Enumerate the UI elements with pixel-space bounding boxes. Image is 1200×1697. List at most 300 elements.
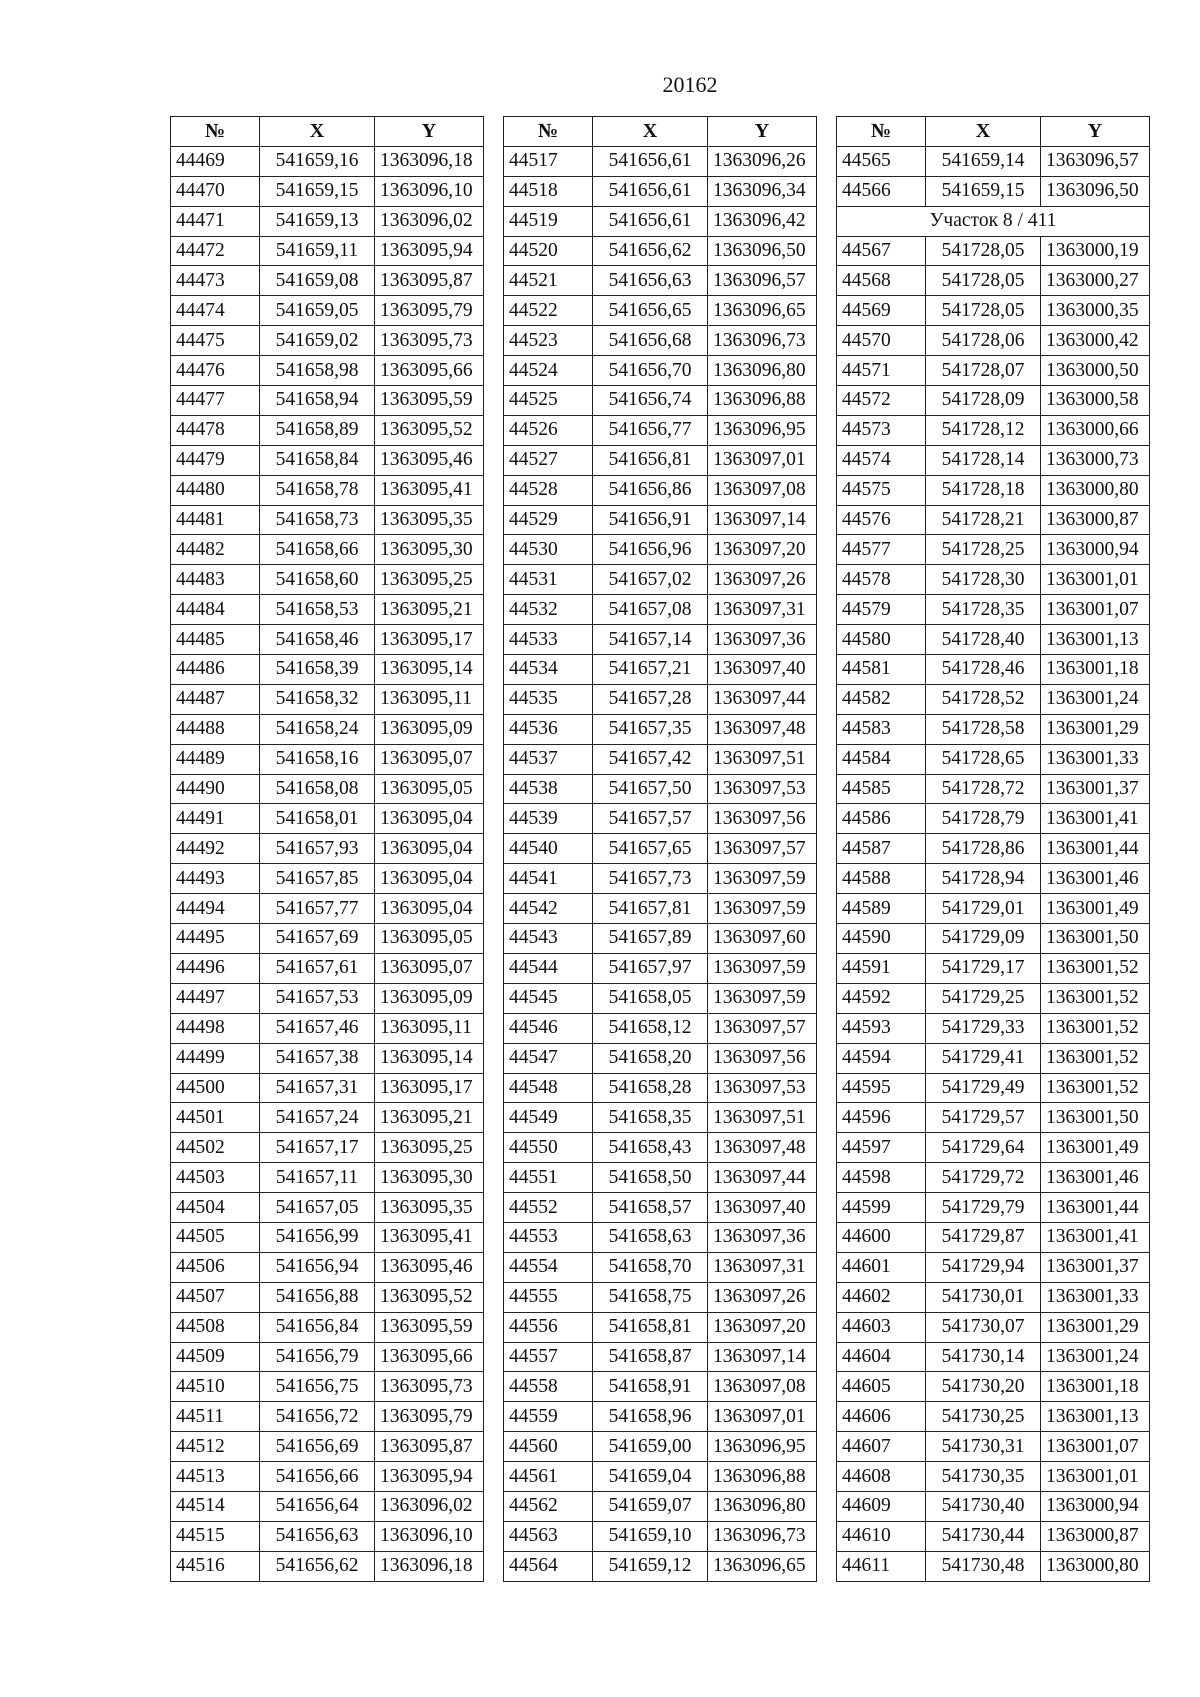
point-number-cell: 44527 <box>504 445 593 475</box>
y-coordinate-cell: 1363095,21 <box>375 595 484 625</box>
x-coordinate-cell: 541728,35 <box>926 595 1041 625</box>
table-row <box>504 445 817 475</box>
x-coordinate-cell: 541658,89 <box>260 415 375 445</box>
table-row <box>837 535 1150 565</box>
point-number-cell: 44558 <box>504 1372 593 1402</box>
y-coordinate-cell: 1363001,49 <box>1041 894 1150 924</box>
table-row <box>837 1163 1150 1193</box>
table-row <box>171 1193 484 1223</box>
table-row <box>171 356 484 386</box>
header-y: Y <box>1041 117 1150 147</box>
table-row <box>837 744 1150 774</box>
y-coordinate-cell: 1363001,01 <box>1041 1462 1150 1492</box>
point-number-cell: 44601 <box>837 1252 926 1282</box>
x-coordinate-cell: 541658,46 <box>260 625 375 655</box>
y-coordinate-cell: 1363096,02 <box>375 1491 484 1521</box>
x-coordinate-cell: 541656,63 <box>593 266 708 296</box>
table-row <box>837 1133 1150 1163</box>
header-y: Y <box>375 117 484 147</box>
point-number-cell: 44486 <box>171 655 260 685</box>
x-coordinate-cell: 541659,15 <box>260 176 375 206</box>
y-coordinate-cell: 1363095,35 <box>375 1193 484 1223</box>
x-coordinate-cell: 541656,61 <box>593 176 708 206</box>
table-row <box>837 505 1150 535</box>
x-coordinate-cell: 541657,57 <box>593 804 708 834</box>
x-coordinate-cell: 541730,14 <box>926 1342 1041 1372</box>
y-coordinate-cell: 1363097,59 <box>708 983 817 1013</box>
x-coordinate-cell: 541658,12 <box>593 1013 708 1043</box>
point-number-cell: 44532 <box>504 595 593 625</box>
point-number-cell: 44551 <box>504 1163 593 1193</box>
point-number-cell: 44602 <box>837 1282 926 1312</box>
x-coordinate-cell: 541658,60 <box>260 565 375 595</box>
table-row <box>171 1432 484 1462</box>
table-body <box>504 146 817 1581</box>
table-row <box>837 714 1150 744</box>
table-row <box>837 1551 1150 1581</box>
table-row <box>837 1521 1150 1551</box>
y-coordinate-cell: 1363097,57 <box>708 834 817 864</box>
point-number-cell: 44574 <box>837 445 926 475</box>
y-coordinate-cell: 1363095,79 <box>375 296 484 326</box>
x-coordinate-cell: 541656,79 <box>260 1342 375 1372</box>
point-number-cell: 44535 <box>504 684 593 714</box>
x-coordinate-cell: 541656,70 <box>593 356 708 386</box>
y-coordinate-cell: 1363095,46 <box>375 1252 484 1282</box>
table-row <box>504 774 817 804</box>
table-row <box>171 386 484 416</box>
table-row <box>837 1372 1150 1402</box>
table-row <box>837 864 1150 894</box>
y-coordinate-cell: 1363097,51 <box>708 744 817 774</box>
x-coordinate-cell: 541656,72 <box>260 1402 375 1432</box>
point-number-cell: 44565 <box>837 146 926 176</box>
x-coordinate-cell: 541658,63 <box>593 1222 708 1252</box>
x-coordinate-cell: 541656,63 <box>260 1521 375 1551</box>
point-number-cell: 44576 <box>837 505 926 535</box>
y-coordinate-cell: 1363096,18 <box>375 1551 484 1581</box>
x-coordinate-cell: 541729,01 <box>926 894 1041 924</box>
y-coordinate-cell: 1363001,46 <box>1041 1163 1150 1193</box>
table-row <box>504 983 817 1013</box>
point-number-cell: 44501 <box>171 1103 260 1133</box>
x-coordinate-cell: 541728,40 <box>926 625 1041 655</box>
x-coordinate-cell: 541656,62 <box>593 236 708 266</box>
x-coordinate-cell: 541658,75 <box>593 1282 708 1312</box>
point-number-cell: 44582 <box>837 684 926 714</box>
y-coordinate-cell: 1363000,94 <box>1041 1491 1150 1521</box>
x-coordinate-cell: 541656,61 <box>593 206 708 236</box>
table-row <box>171 834 484 864</box>
x-coordinate-cell: 541658,35 <box>593 1103 708 1133</box>
y-coordinate-cell: 1363000,35 <box>1041 296 1150 326</box>
y-coordinate-cell: 1363001,41 <box>1041 804 1150 834</box>
point-number-cell: 44480 <box>171 475 260 505</box>
x-coordinate-cell: 541657,89 <box>593 924 708 954</box>
table-row <box>837 983 1150 1013</box>
header-y: Y <box>708 117 817 147</box>
point-number-cell: 44499 <box>171 1043 260 1073</box>
x-coordinate-cell: 541657,65 <box>593 834 708 864</box>
y-coordinate-cell: 1363097,59 <box>708 953 817 983</box>
table-row <box>504 1462 817 1492</box>
point-number-cell: 44545 <box>504 983 593 1013</box>
table-row <box>504 475 817 505</box>
x-coordinate-cell: 541728,05 <box>926 266 1041 296</box>
point-number-cell: 44485 <box>171 625 260 655</box>
x-coordinate-cell: 541728,21 <box>926 505 1041 535</box>
table-row <box>504 953 817 983</box>
point-number-cell: 44474 <box>171 296 260 326</box>
point-number-cell: 44572 <box>837 386 926 416</box>
y-coordinate-cell: 1363001,52 <box>1041 983 1150 1013</box>
x-coordinate-cell: 541657,50 <box>593 774 708 804</box>
point-number-cell: 44555 <box>504 1282 593 1312</box>
y-coordinate-cell: 1363000,87 <box>1041 1521 1150 1551</box>
y-coordinate-cell: 1363095,79 <box>375 1402 484 1432</box>
table-row <box>171 1282 484 1312</box>
y-coordinate-cell: 1363095,59 <box>375 1312 484 1342</box>
point-number-cell: 44606 <box>837 1402 926 1432</box>
table-row <box>171 1013 484 1043</box>
table-body <box>171 146 484 1581</box>
table-row <box>171 1491 484 1521</box>
y-coordinate-cell: 1363097,40 <box>708 1193 817 1223</box>
x-coordinate-cell: 541659,02 <box>260 326 375 356</box>
table-row <box>171 983 484 1013</box>
table-row <box>837 565 1150 595</box>
x-coordinate-cell: 541657,61 <box>260 953 375 983</box>
y-coordinate-cell: 1363096,50 <box>708 236 817 266</box>
point-number-cell: 44475 <box>171 326 260 356</box>
table-row <box>837 415 1150 445</box>
x-coordinate-cell: 541728,72 <box>926 774 1041 804</box>
table-row <box>837 1282 1150 1312</box>
point-number-cell: 44483 <box>171 565 260 595</box>
y-coordinate-cell: 1363001,52 <box>1041 953 1150 983</box>
header-x: X <box>926 117 1041 147</box>
table-row <box>837 924 1150 954</box>
table-row <box>504 625 817 655</box>
point-number-cell: 44607 <box>837 1432 926 1462</box>
x-coordinate-cell: 541658,08 <box>260 774 375 804</box>
y-coordinate-cell: 1363096,80 <box>708 356 817 386</box>
point-number-cell: 44571 <box>837 356 926 386</box>
point-number-cell: 44479 <box>171 445 260 475</box>
table-row <box>171 326 484 356</box>
table-row <box>837 655 1150 685</box>
table-row <box>171 1402 484 1432</box>
x-coordinate-cell: 541656,86 <box>593 475 708 505</box>
x-coordinate-cell: 541656,96 <box>593 535 708 565</box>
point-number-cell: 44605 <box>837 1372 926 1402</box>
y-coordinate-cell: 1363096,95 <box>708 1432 817 1462</box>
point-number-cell: 44539 <box>504 804 593 834</box>
y-coordinate-cell: 1363001,33 <box>1041 1282 1150 1312</box>
x-coordinate-cell: 541656,61 <box>593 146 708 176</box>
table-header <box>837 117 1150 147</box>
table-row <box>504 714 817 744</box>
y-coordinate-cell: 1363000,42 <box>1041 326 1150 356</box>
table-row <box>837 595 1150 625</box>
y-coordinate-cell: 1363096,34 <box>708 176 817 206</box>
point-number-cell: 44536 <box>504 714 593 744</box>
point-number-cell: 44492 <box>171 834 260 864</box>
x-coordinate-cell: 541658,28 <box>593 1073 708 1103</box>
point-number-cell: 44548 <box>504 1073 593 1103</box>
y-coordinate-cell: 1363001,13 <box>1041 625 1150 655</box>
y-coordinate-cell: 1363095,09 <box>375 983 484 1013</box>
table-row <box>504 684 817 714</box>
x-coordinate-cell: 541656,94 <box>260 1252 375 1282</box>
point-number-cell: 44608 <box>837 1462 926 1492</box>
point-number-cell: 44515 <box>171 1521 260 1551</box>
x-coordinate-cell: 541728,58 <box>926 714 1041 744</box>
point-number-cell: 44473 <box>171 266 260 296</box>
point-number-cell: 44496 <box>171 953 260 983</box>
point-number-cell: 44538 <box>504 774 593 804</box>
y-coordinate-cell: 1363097,57 <box>708 1013 817 1043</box>
y-coordinate-cell: 1363095,04 <box>375 834 484 864</box>
table-row <box>171 535 484 565</box>
y-coordinate-cell: 1363095,21 <box>375 1103 484 1133</box>
section-row <box>837 206 1150 236</box>
table-row <box>504 176 817 206</box>
x-coordinate-cell: 541657,24 <box>260 1103 375 1133</box>
x-coordinate-cell: 541656,75 <box>260 1372 375 1402</box>
y-coordinate-cell: 1363095,30 <box>375 535 484 565</box>
y-coordinate-cell: 1363095,14 <box>375 655 484 685</box>
table-row <box>837 834 1150 864</box>
point-number-cell: 44586 <box>837 804 926 834</box>
y-coordinate-cell: 1363095,04 <box>375 894 484 924</box>
y-coordinate-cell: 1363001,18 <box>1041 655 1150 685</box>
point-number-cell: 44487 <box>171 684 260 714</box>
point-number-cell: 44597 <box>837 1133 926 1163</box>
table-row <box>504 535 817 565</box>
table-row <box>171 625 484 655</box>
x-coordinate-cell: 541728,18 <box>926 475 1041 505</box>
x-coordinate-cell: 541658,84 <box>260 445 375 475</box>
point-number-cell: 44568 <box>837 266 926 296</box>
point-number-cell: 44567 <box>837 236 926 266</box>
y-coordinate-cell: 1363000,80 <box>1041 475 1150 505</box>
table-row <box>837 326 1150 356</box>
point-number-cell: 44526 <box>504 415 593 445</box>
y-coordinate-cell: 1363001,37 <box>1041 1252 1150 1282</box>
point-number-cell: 44482 <box>171 535 260 565</box>
table-row <box>171 1133 484 1163</box>
table-body <box>837 146 1150 1581</box>
x-coordinate-cell: 541656,91 <box>593 505 708 535</box>
point-number-cell: 44476 <box>171 356 260 386</box>
y-coordinate-cell: 1363095,17 <box>375 1073 484 1103</box>
table-row <box>504 1043 817 1073</box>
point-number-cell: 44588 <box>837 864 926 894</box>
y-coordinate-cell: 1363096,26 <box>708 146 817 176</box>
table-row <box>504 296 817 326</box>
x-coordinate-cell: 541657,97 <box>593 953 708 983</box>
point-number-cell: 44596 <box>837 1103 926 1133</box>
x-coordinate-cell: 541658,20 <box>593 1043 708 1073</box>
table-row <box>171 714 484 744</box>
point-number-cell: 44544 <box>504 953 593 983</box>
x-coordinate-cell: 541728,06 <box>926 326 1041 356</box>
point-number-cell: 44471 <box>171 206 260 236</box>
x-coordinate-cell: 541658,50 <box>593 1163 708 1193</box>
point-number-cell: 44491 <box>171 804 260 834</box>
y-coordinate-cell: 1363095,46 <box>375 445 484 475</box>
y-coordinate-cell: 1363095,94 <box>375 1462 484 1492</box>
table-row <box>504 1222 817 1252</box>
table-row <box>171 924 484 954</box>
y-coordinate-cell: 1363001,18 <box>1041 1372 1150 1402</box>
y-coordinate-cell: 1363095,41 <box>375 1222 484 1252</box>
y-coordinate-cell: 1363097,59 <box>708 894 817 924</box>
x-coordinate-cell: 541656,81 <box>593 445 708 475</box>
y-coordinate-cell: 1363096,02 <box>375 206 484 236</box>
y-coordinate-cell: 1363096,88 <box>708 1462 817 1492</box>
table-row <box>504 1103 817 1133</box>
x-coordinate-cell: 541658,73 <box>260 505 375 535</box>
y-coordinate-cell: 1363000,66 <box>1041 415 1150 445</box>
y-coordinate-cell: 1363001,50 <box>1041 924 1150 954</box>
x-coordinate-cell: 541659,08 <box>260 266 375 296</box>
point-number-cell: 44561 <box>504 1462 593 1492</box>
y-coordinate-cell: 1363095,35 <box>375 505 484 535</box>
x-coordinate-cell: 541659,04 <box>593 1462 708 1492</box>
y-coordinate-cell: 1363097,20 <box>708 535 817 565</box>
x-coordinate-cell: 541729,09 <box>926 924 1041 954</box>
point-number-cell: 44510 <box>171 1372 260 1402</box>
table-row <box>504 1163 817 1193</box>
y-coordinate-cell: 1363097,36 <box>708 625 817 655</box>
x-coordinate-cell: 541730,31 <box>926 1432 1041 1462</box>
x-coordinate-cell: 541728,07 <box>926 356 1041 386</box>
y-coordinate-cell: 1363095,66 <box>375 356 484 386</box>
y-coordinate-cell: 1363001,07 <box>1041 595 1150 625</box>
header-x: X <box>593 117 708 147</box>
point-number-cell: 44506 <box>171 1252 260 1282</box>
table-row <box>837 1103 1150 1133</box>
x-coordinate-cell: 541730,35 <box>926 1462 1041 1492</box>
table-row <box>837 146 1150 176</box>
x-coordinate-cell: 541656,88 <box>260 1282 375 1312</box>
y-coordinate-cell: 1363095,09 <box>375 714 484 744</box>
x-coordinate-cell: 541659,15 <box>926 176 1041 206</box>
y-coordinate-cell: 1363000,73 <box>1041 445 1150 475</box>
y-coordinate-cell: 1363095,94 <box>375 236 484 266</box>
table-row <box>171 176 484 206</box>
table-row <box>171 774 484 804</box>
table-row <box>504 1521 817 1551</box>
table-row <box>504 1282 817 1312</box>
x-coordinate-cell: 541658,16 <box>260 744 375 774</box>
x-coordinate-cell: 541658,66 <box>260 535 375 565</box>
x-coordinate-cell: 541657,17 <box>260 1133 375 1163</box>
y-coordinate-cell: 1363095,25 <box>375 565 484 595</box>
point-number-cell: 44585 <box>837 774 926 804</box>
point-number-cell: 44484 <box>171 595 260 625</box>
y-coordinate-cell: 1363096,50 <box>1041 176 1150 206</box>
coordinates-table-2 <box>503 116 817 1582</box>
point-number-cell: 44481 <box>171 505 260 535</box>
x-coordinate-cell: 541728,94 <box>926 864 1041 894</box>
y-coordinate-cell: 1363097,36 <box>708 1222 817 1252</box>
table-row <box>171 684 484 714</box>
point-number-cell: 44589 <box>837 894 926 924</box>
x-coordinate-cell: 541728,65 <box>926 744 1041 774</box>
table-row <box>504 146 817 176</box>
x-coordinate-cell: 541658,81 <box>593 1312 708 1342</box>
x-coordinate-cell: 541658,57 <box>593 1193 708 1223</box>
y-coordinate-cell: 1363095,04 <box>375 804 484 834</box>
x-coordinate-cell: 541658,53 <box>260 595 375 625</box>
point-number-cell: 44531 <box>504 565 593 595</box>
point-number-cell: 44529 <box>504 505 593 535</box>
y-coordinate-cell: 1363097,51 <box>708 1103 817 1133</box>
table-row <box>504 206 817 236</box>
y-coordinate-cell: 1363096,57 <box>708 266 817 296</box>
point-number-cell: 44540 <box>504 834 593 864</box>
point-number-cell: 44497 <box>171 983 260 1013</box>
table-row <box>837 1222 1150 1252</box>
table-row <box>171 206 484 236</box>
table-row <box>837 236 1150 266</box>
table-row <box>837 1043 1150 1073</box>
point-number-cell: 44583 <box>837 714 926 744</box>
table-row <box>837 1312 1150 1342</box>
y-coordinate-cell: 1363000,19 <box>1041 236 1150 266</box>
table-row <box>171 1073 484 1103</box>
x-coordinate-cell: 541658,94 <box>260 386 375 416</box>
y-coordinate-cell: 1363001,33 <box>1041 744 1150 774</box>
x-coordinate-cell: 541657,53 <box>260 983 375 1013</box>
x-coordinate-cell: 541656,66 <box>260 1462 375 1492</box>
x-coordinate-cell: 541729,72 <box>926 1163 1041 1193</box>
y-coordinate-cell: 1363000,50 <box>1041 356 1150 386</box>
table-row <box>837 804 1150 834</box>
coordinates-table-1 <box>170 116 484 1582</box>
point-number-cell: 44502 <box>171 1133 260 1163</box>
point-number-cell: 44594 <box>837 1043 926 1073</box>
table-row <box>171 1222 484 1252</box>
table-row <box>504 386 817 416</box>
header-number: № <box>837 117 926 147</box>
point-number-cell: 44543 <box>504 924 593 954</box>
x-coordinate-cell: 541659,00 <box>593 1432 708 1462</box>
point-number-cell: 44514 <box>171 1491 260 1521</box>
x-coordinate-cell: 541656,64 <box>260 1491 375 1521</box>
table-row <box>171 1043 484 1073</box>
y-coordinate-cell: 1363097,08 <box>708 475 817 505</box>
x-coordinate-cell: 541658,78 <box>260 475 375 505</box>
table-row <box>837 176 1150 206</box>
y-coordinate-cell: 1363097,60 <box>708 924 817 954</box>
table-row <box>171 1103 484 1133</box>
y-coordinate-cell: 1363001,52 <box>1041 1013 1150 1043</box>
table-row <box>837 296 1150 326</box>
table-row <box>837 953 1150 983</box>
x-coordinate-cell: 541657,93 <box>260 834 375 864</box>
x-coordinate-cell: 541659,05 <box>260 296 375 326</box>
x-coordinate-cell: 541657,69 <box>260 924 375 954</box>
point-number-cell: 44573 <box>837 415 926 445</box>
table-row <box>504 1342 817 1372</box>
point-number-cell: 44599 <box>837 1193 926 1223</box>
x-coordinate-cell: 541730,07 <box>926 1312 1041 1342</box>
y-coordinate-cell: 1363001,24 <box>1041 684 1150 714</box>
